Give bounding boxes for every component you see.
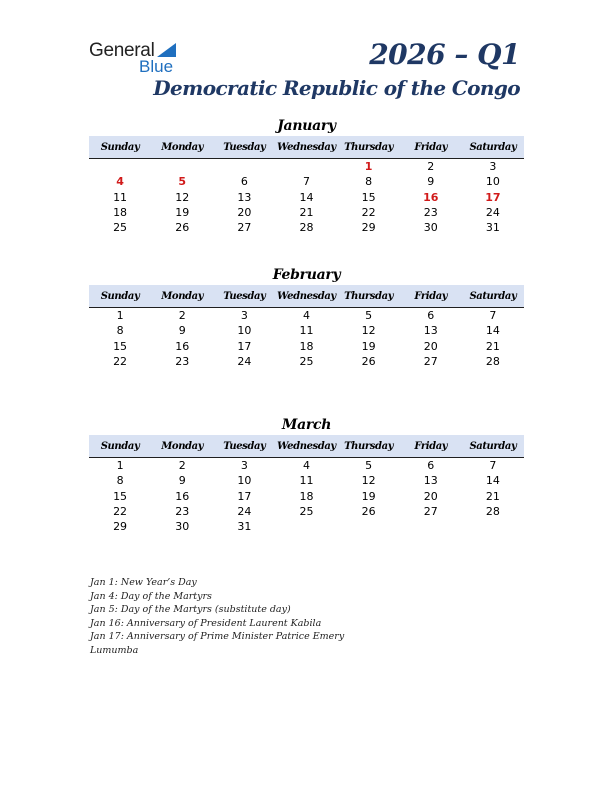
day-cell: 26 — [361, 505, 376, 519]
day-cell: 22 — [113, 505, 128, 519]
day-cell: 2 — [178, 459, 186, 473]
day-cell: 5 — [178, 175, 187, 189]
day-cell: 21 — [299, 206, 314, 220]
weekday-label: Monday — [161, 440, 204, 452]
day-cell: 29 — [113, 520, 128, 534]
brand-name-blue: Blue — [139, 57, 174, 76]
month-name: January — [277, 118, 336, 134]
day-cell: 15 — [113, 489, 128, 503]
day-cell: 15 — [113, 339, 128, 353]
day-cell: 11 — [299, 474, 314, 488]
weekday-label: Tuesday — [223, 290, 266, 302]
month-january — [89, 116, 524, 235]
day-cell: 10 — [237, 324, 252, 338]
weekday-label: Monday — [161, 141, 204, 153]
weekday-label: Sunday — [100, 290, 140, 302]
day-cell: 10 — [237, 474, 252, 488]
week-row — [89, 205, 524, 220]
weekday-label: Wednesday — [277, 440, 336, 452]
holiday-note: Jan 5: Day of the Martyrs (substitute day) — [90, 604, 291, 616]
month-name: March — [281, 417, 332, 433]
day-cell: 14 — [299, 190, 314, 204]
day-cell: 18 — [299, 339, 314, 353]
day-cell: 16 — [175, 339, 190, 353]
day-cell: 21 — [485, 489, 500, 503]
day-cell: 23 — [175, 355, 190, 369]
day-cell: 5 — [365, 459, 373, 473]
day-cell: 16 — [423, 190, 439, 204]
day-cell: 24 — [485, 206, 500, 220]
weekday-label: Monday — [161, 290, 204, 302]
day-cell: 7 — [302, 175, 310, 189]
weekday-label: Thursday — [344, 290, 394, 302]
week-row — [89, 519, 524, 534]
day-cell: 27 — [423, 355, 438, 369]
day-cell: 7 — [489, 459, 497, 473]
day-cell: 23 — [175, 505, 190, 519]
weekday-label: Saturday — [469, 440, 517, 452]
week-row — [89, 354, 524, 369]
weekday-label: Tuesday — [223, 440, 266, 452]
day-cell: 6 — [427, 309, 435, 323]
day-cell: 20 — [237, 206, 252, 220]
week-row — [89, 323, 524, 338]
day-cell: 13 — [423, 324, 438, 338]
weekday-label: Saturday — [469, 141, 517, 153]
day-cell: 12 — [175, 190, 190, 204]
holiday-note: Jan 17: Anniversary of Prime Minister Patrice Emery Lumumba — [90, 631, 345, 656]
brand-name-general: General — [89, 40, 155, 61]
day-cell: 12 — [361, 474, 376, 488]
day-cell: 22 — [361, 206, 376, 220]
day-cell: 20 — [423, 489, 438, 503]
weekday-label: Friday — [414, 440, 448, 452]
brand-logo — [89, 40, 189, 76]
page-title: 2026 – Q1 — [369, 38, 520, 71]
day-cell: 14 — [485, 324, 500, 338]
day-cell: 17 — [237, 489, 252, 503]
day-cell: 18 — [113, 206, 128, 220]
day-cell: 7 — [489, 309, 497, 323]
weekday-label: Sunday — [100, 141, 140, 153]
day-cell: 21 — [485, 339, 500, 353]
weekday-label: Wednesday — [277, 141, 336, 153]
week-row — [89, 489, 524, 504]
day-cell: 8 — [116, 324, 124, 338]
day-cell: 25 — [113, 221, 128, 235]
day-cell: 1 — [116, 309, 124, 323]
flag-icon — [157, 43, 176, 57]
day-cell: 17 — [237, 339, 252, 353]
week-row — [89, 504, 524, 519]
day-cell: 18 — [299, 489, 314, 503]
weekday-label: Thursday — [344, 141, 394, 153]
weekday-label: Saturday — [469, 290, 517, 302]
day-cell: 30 — [423, 221, 438, 235]
day-cell: 6 — [427, 459, 435, 473]
day-cell: 5 — [365, 309, 373, 323]
weekday-label: Thursday — [344, 440, 394, 452]
day-cell: 3 — [489, 160, 497, 174]
day-cell: 26 — [361, 355, 376, 369]
weekday-label: Wednesday — [277, 290, 336, 302]
day-cell: 4 — [116, 175, 124, 189]
week-row — [89, 190, 524, 205]
month-february — [89, 265, 524, 369]
day-cell: 4 — [302, 309, 310, 323]
day-cell: 12 — [361, 324, 376, 338]
day-cell: 23 — [423, 206, 438, 220]
day-cell: 25 — [299, 355, 314, 369]
weekday-label: Tuesday — [223, 141, 266, 153]
day-cell: 19 — [361, 489, 376, 503]
day-cell: 6 — [240, 175, 248, 189]
day-cell: 11 — [113, 190, 128, 204]
day-cell: 28 — [485, 355, 500, 369]
page-subtitle: Democratic Republic of the Congo — [153, 76, 520, 100]
day-cell: 2 — [427, 160, 435, 174]
day-cell: 24 — [237, 355, 252, 369]
day-cell: 11 — [299, 324, 314, 338]
day-cell: 3 — [240, 309, 248, 323]
day-cell: 10 — [485, 175, 500, 189]
weekday-header — [89, 435, 524, 458]
weekday-label: Sunday — [100, 440, 140, 452]
month-name: February — [272, 267, 341, 283]
weekday-header — [89, 136, 524, 159]
month-march — [89, 415, 524, 534]
day-cell: 3 — [240, 459, 248, 473]
day-cell: 19 — [361, 339, 376, 353]
day-cell: 13 — [237, 190, 252, 204]
day-cell: 9 — [427, 175, 435, 189]
week-row — [89, 174, 524, 189]
day-cell: 4 — [302, 459, 310, 473]
holiday-note: Jan 4: Day of the Martyrs — [90, 590, 212, 602]
day-cell: 2 — [178, 309, 186, 323]
week-row — [89, 220, 524, 235]
holiday-note: Jan 1: New Year’s Day — [90, 577, 197, 588]
day-cell: 28 — [299, 221, 314, 235]
day-cell: 27 — [423, 505, 438, 519]
day-cell: 9 — [178, 324, 186, 338]
week-row — [89, 308, 524, 323]
week-row — [89, 339, 524, 354]
weekday-label: Friday — [414, 141, 448, 153]
day-cell: 22 — [113, 355, 128, 369]
holiday-notes — [90, 576, 350, 658]
day-cell: 1 — [116, 459, 124, 473]
day-cell: 30 — [175, 520, 190, 534]
day-cell: 29 — [361, 221, 376, 235]
day-cell: 15 — [361, 190, 376, 204]
day-cell: 31 — [485, 221, 500, 235]
day-cell: 25 — [299, 505, 314, 519]
weekday-header — [89, 285, 524, 308]
day-cell: 19 — [175, 206, 190, 220]
week-row — [89, 473, 524, 488]
day-cell: 8 — [116, 474, 124, 488]
day-cell: 16 — [175, 489, 190, 503]
day-cell: 31 — [237, 520, 252, 534]
day-cell: 13 — [423, 474, 438, 488]
week-row — [89, 458, 524, 473]
week-row — [89, 159, 524, 174]
day-cell: 20 — [423, 339, 438, 353]
day-cell: 24 — [237, 505, 252, 519]
holiday-note: Jan 16: Anniversary of President Laurent Kabila — [90, 617, 322, 629]
day-cell: 28 — [485, 505, 500, 519]
day-cell: 14 — [485, 474, 500, 488]
weekday-label: Friday — [414, 290, 448, 302]
day-cell: 9 — [178, 474, 186, 488]
day-cell: 27 — [237, 221, 252, 235]
day-cell: 1 — [364, 160, 373, 174]
day-cell: 17 — [485, 190, 501, 204]
day-cell: 26 — [175, 221, 190, 235]
day-cell: 8 — [365, 175, 373, 189]
